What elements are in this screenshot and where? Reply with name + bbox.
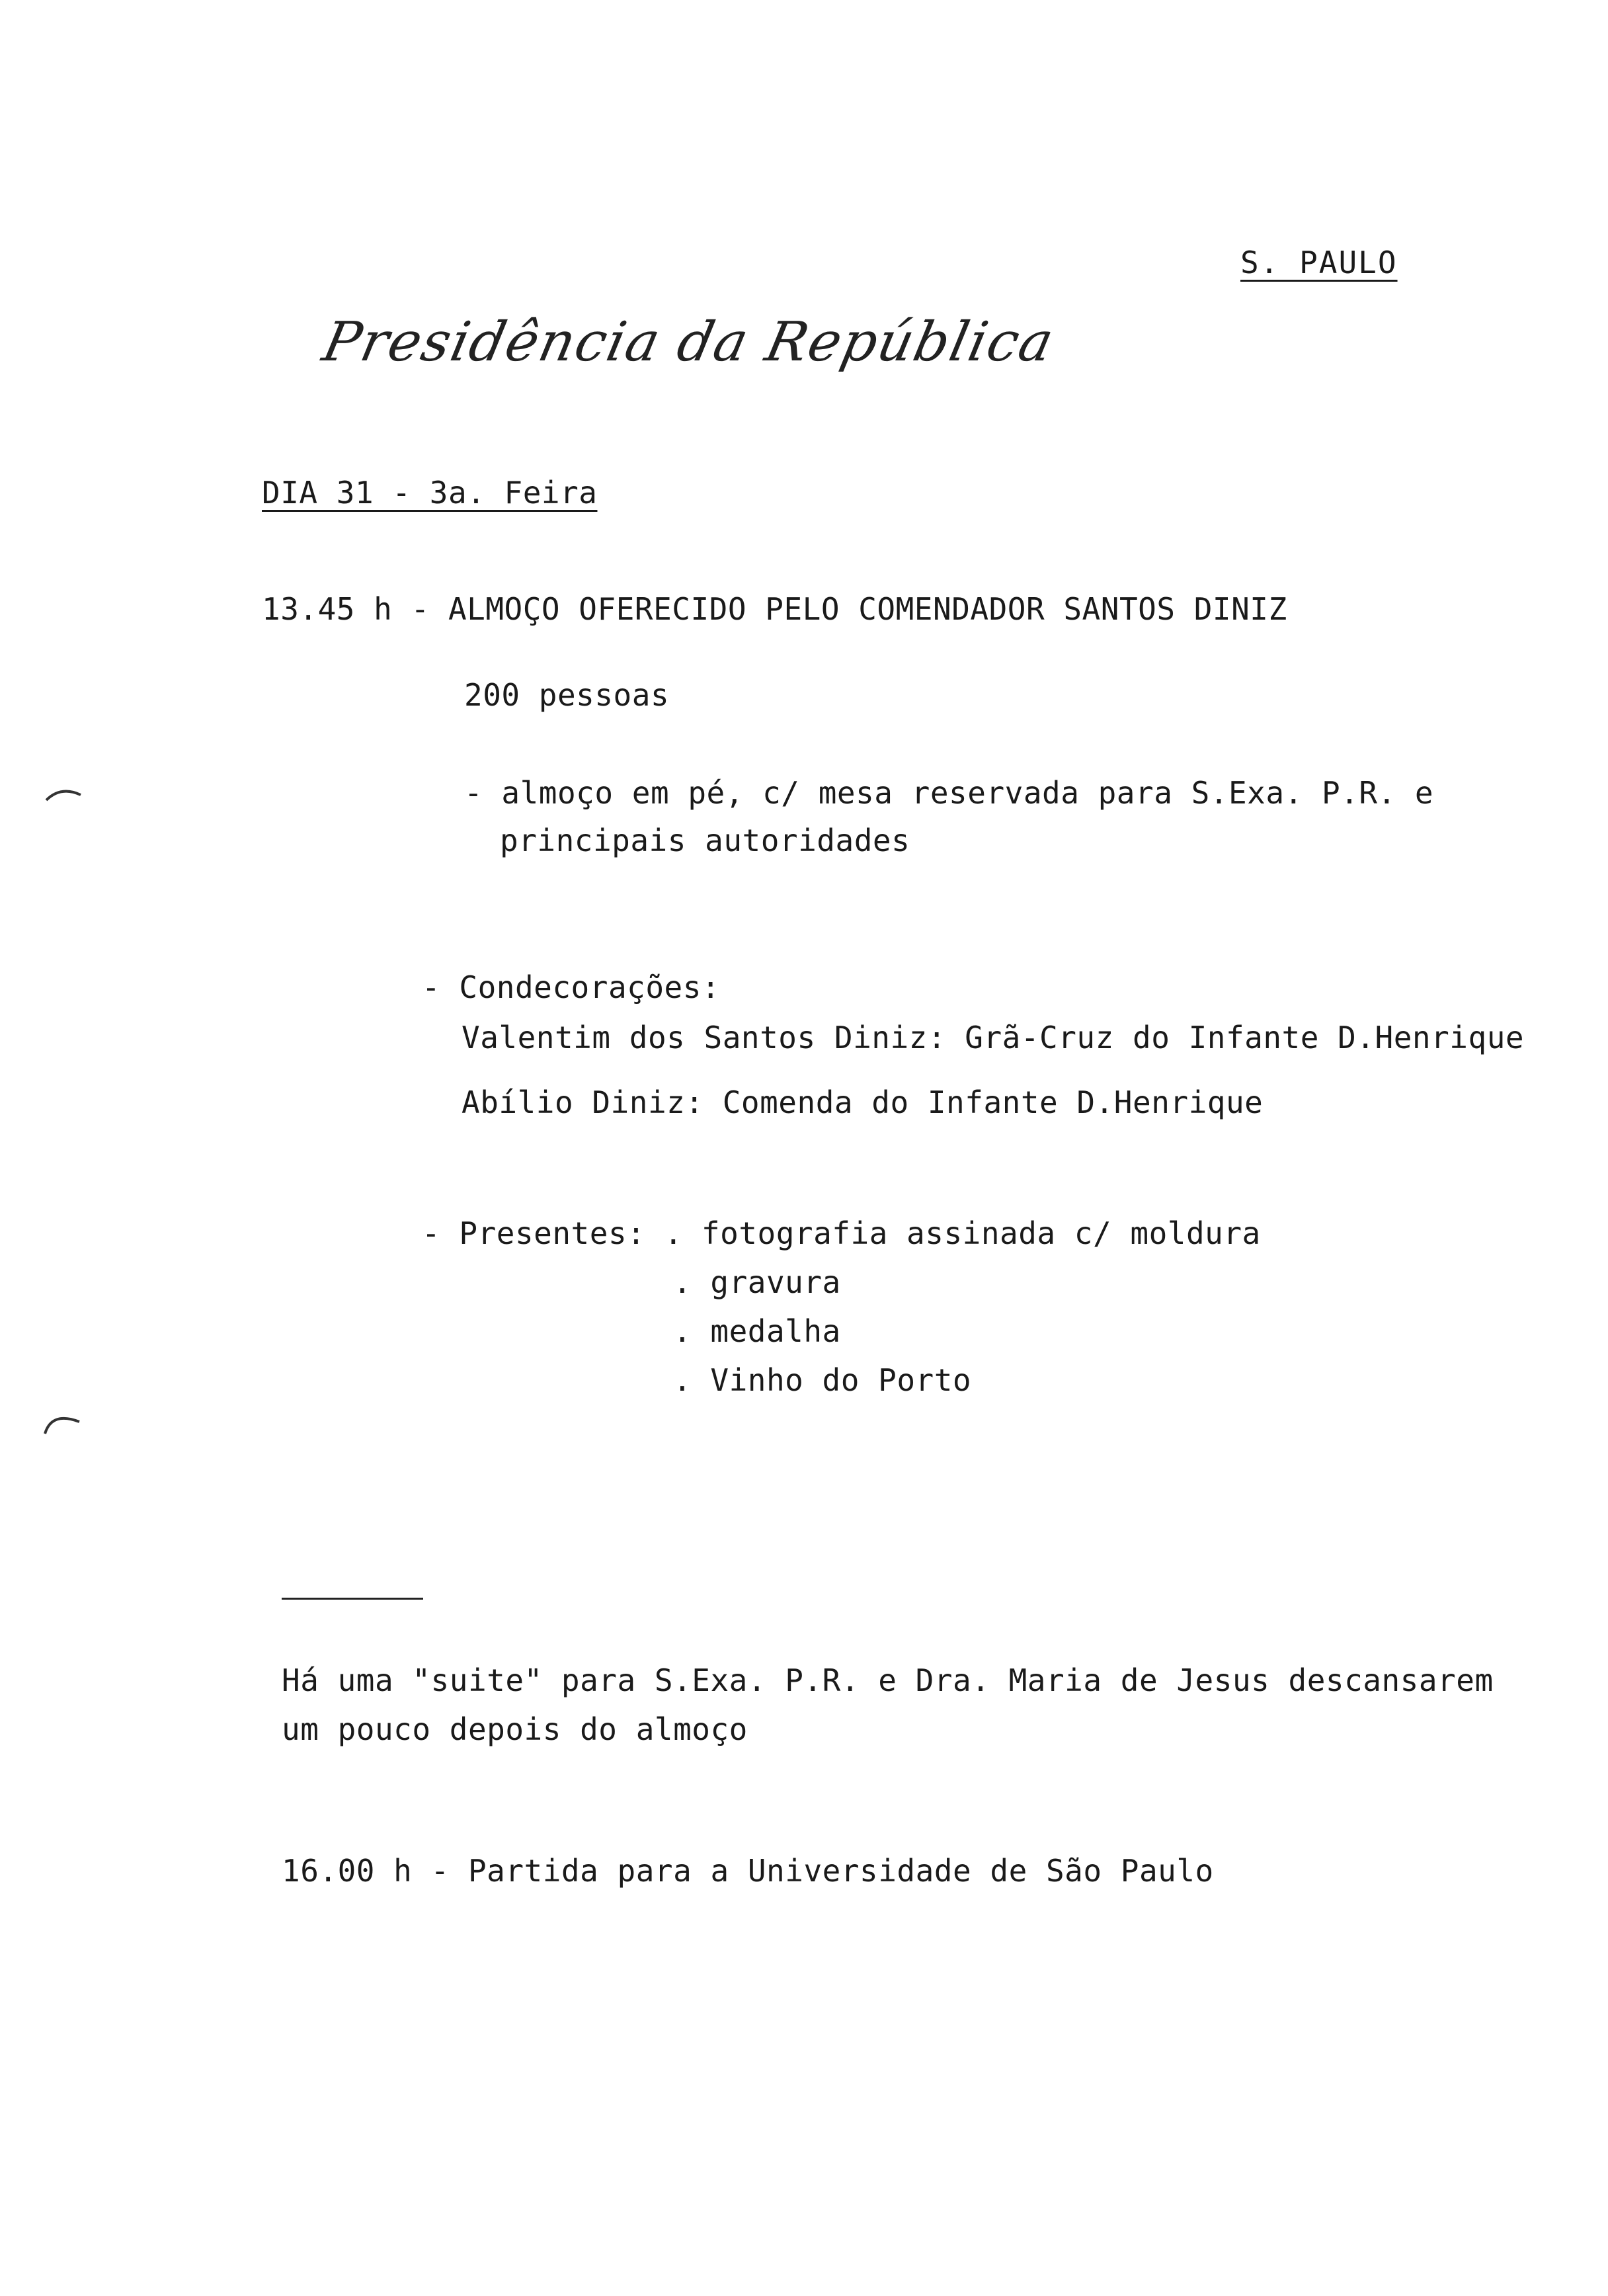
lunch-note-line-1: - almoço em pé, c/ mesa reservada para S.Exa. P.R. e — [464, 775, 1434, 811]
lunch-note-line-2: principais autoridades — [500, 823, 910, 858]
location-header: S. PAULO — [1240, 245, 1398, 280]
event-time-line: 13.45 h - ALMOÇO OFERECIDO PELO COMENDADOR SANTOS DINIZ — [262, 591, 1287, 627]
day-heading: DIA 31 - 3a. Feira — [262, 475, 598, 511]
gift-item: . medalha — [673, 1313, 841, 1349]
letterhead-title: Presidência da República — [317, 311, 1061, 374]
footnote-line-2: um pouco depois do almoço — [282, 1711, 748, 1747]
footnote-divider — [282, 1598, 423, 1600]
decorations-heading: - Condecorações: — [422, 969, 721, 1005]
gift-item: . gravura — [673, 1264, 841, 1300]
footnote-line-1: Há uma "suite" para S.Exa. P.R. e Dra. Maria de Jesus descansarem — [282, 1662, 1494, 1698]
gifts-heading: - Presentes: . fotografia assinada c/ moldura — [422, 1215, 1261, 1251]
decoration-item: Valentim dos Santos Diniz: Grã-Cruz do Infante D.Henrique — [462, 1020, 1525, 1055]
decoration-item: Abílio Diniz: Comenda do Infante D.Henrique — [462, 1085, 1264, 1120]
guest-count: 200 pessoas — [464, 677, 670, 713]
punch-hole-mark-icon — [41, 780, 94, 820]
departure-time-line: 16.00 h - Partida para a Universidade de São Paulo — [282, 1853, 1214, 1889]
punch-hole-mark-icon — [38, 1402, 91, 1442]
gift-item: . Vinho do Porto — [673, 1362, 972, 1398]
